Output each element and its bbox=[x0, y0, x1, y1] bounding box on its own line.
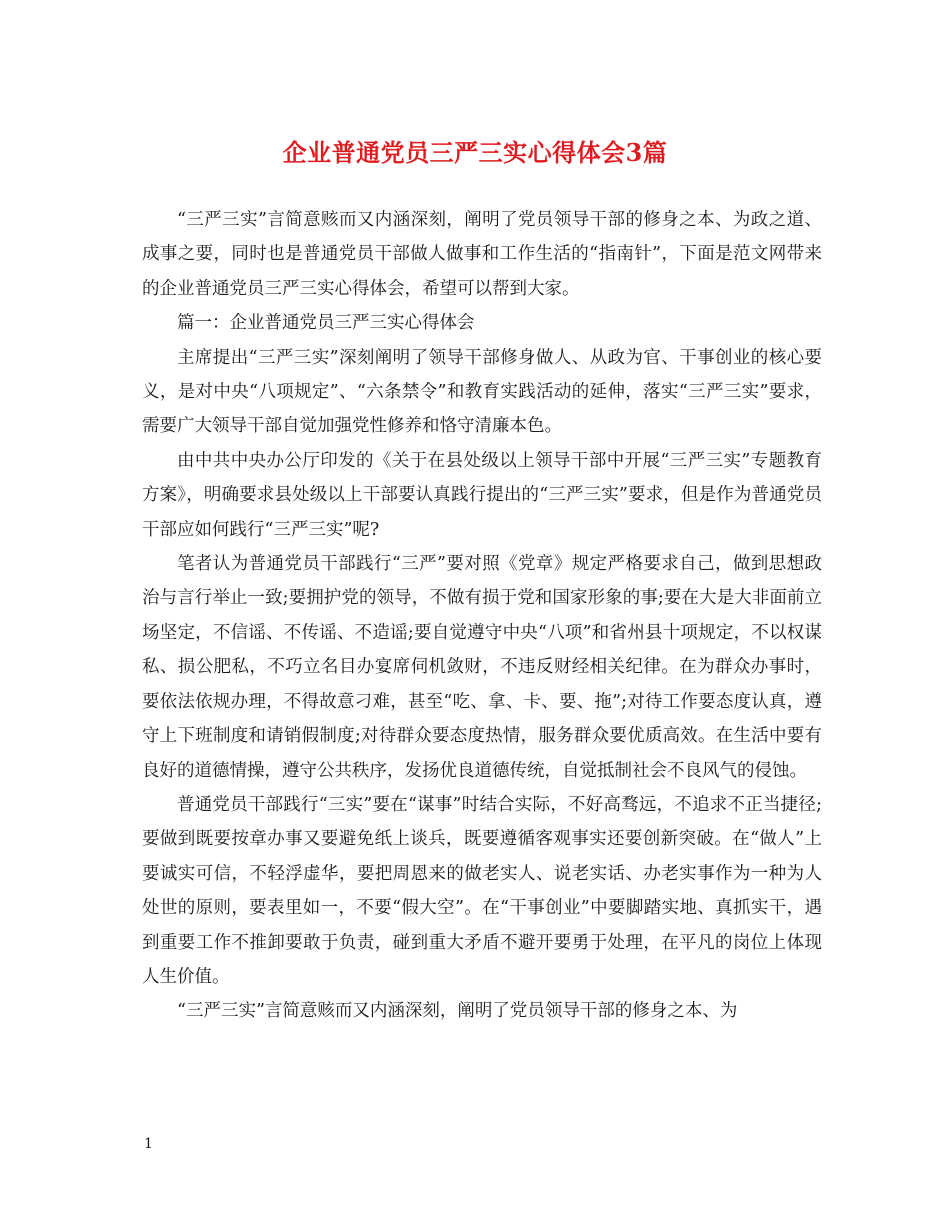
paragraph: 主席提出“三严三实”深刻阐明了领导干部修身做人、从政为官、干事创业的核心要义，是对中央“八项规定”、“六条禁令”和教育实践活动的延伸，落实“三严三实”要求，需要广大领导干部自觉加强党性修养和恪守清廉本色。 bbox=[142, 347, 822, 437]
paragraph: 笔者认为普通党员干部践行“三严”要对照《党章》规定严格要求自己，做到思想政治与言行举止一致;要拥护党的领导，不做有损于党和国家形象的事;要在大是大非面前立场坚定，不信谣、不传谣、不造谣;要自觉遵守中央“八项”和省州县十项规定，不以权谋私、损公肥私，不巧立名目办宴席伺机敛财，不违反财经相关纪律。在为群众办事时，要依法依规办理，不得故意刁难，甚至“吃、拿、卡、要、拖”;对待工作要态度认真，遵守上下班制度和请销假制度;对待群众要态度热情，服务群众要优质高效。在生活中要有良好的道德情操，遵守公共秩序，发扬优良道德传统，自觉抵制社会不良风气的侵蚀。 bbox=[142, 554, 822, 781]
paragraph: 普通党员干部践行“三实”要在“谋事”时结合实际，不好高骛远，不追求不正当捷径;要做到既要按章办事又要避免纸上谈兵，既要遵循客观事实还要创新突破。在“做人”上要诚实可信，不轻浮虚华，要把周恩来的做老实人、说老实话、办老实事作为一种为人处世的原则，要表里如一，不要“假大空”。在“干事创业”中要脚踏实地、真抓实干，遇到重要工作不推卸要敢于负责，碰到重大矛盾不避开要勇于处理，在平凡的岗位上体现人生价值。 bbox=[142, 794, 822, 987]
paragraph-intro: “三严三实”言简意赅而又内涵深刻，阐明了党员领导干部的修身之本、为政之道、成事之要，同时也是普通党员干部做人做事和工作生活的“指南针”，下面是范文网带来的企业普通党员三严三实心得体会，希望可以帮到大家。 bbox=[142, 210, 822, 299]
paragraph-section-heading: 篇一：企业普通党员三严三实心得体会 bbox=[177, 313, 475, 334]
document-body bbox=[142, 203, 822, 1029]
document-title: 企业普通党员三严三实心得体会3篇 bbox=[282, 138, 668, 167]
paragraph-continued: “三严三实”言简意赅而又内涵深刻，阐明了党员领导干部的修身之本、为 bbox=[177, 1001, 738, 1022]
page-number: 1 bbox=[144, 1136, 153, 1152]
paragraph: 由中共中央办公厅印发的《关于在县处级以上领导干部中开展“三严三实”专题教育方案》，明确要求县处级以上干部要认真践行提出的“三严三实”要求，但是作为普通党员干部应如何践行“三严三实”呢? bbox=[142, 450, 822, 540]
